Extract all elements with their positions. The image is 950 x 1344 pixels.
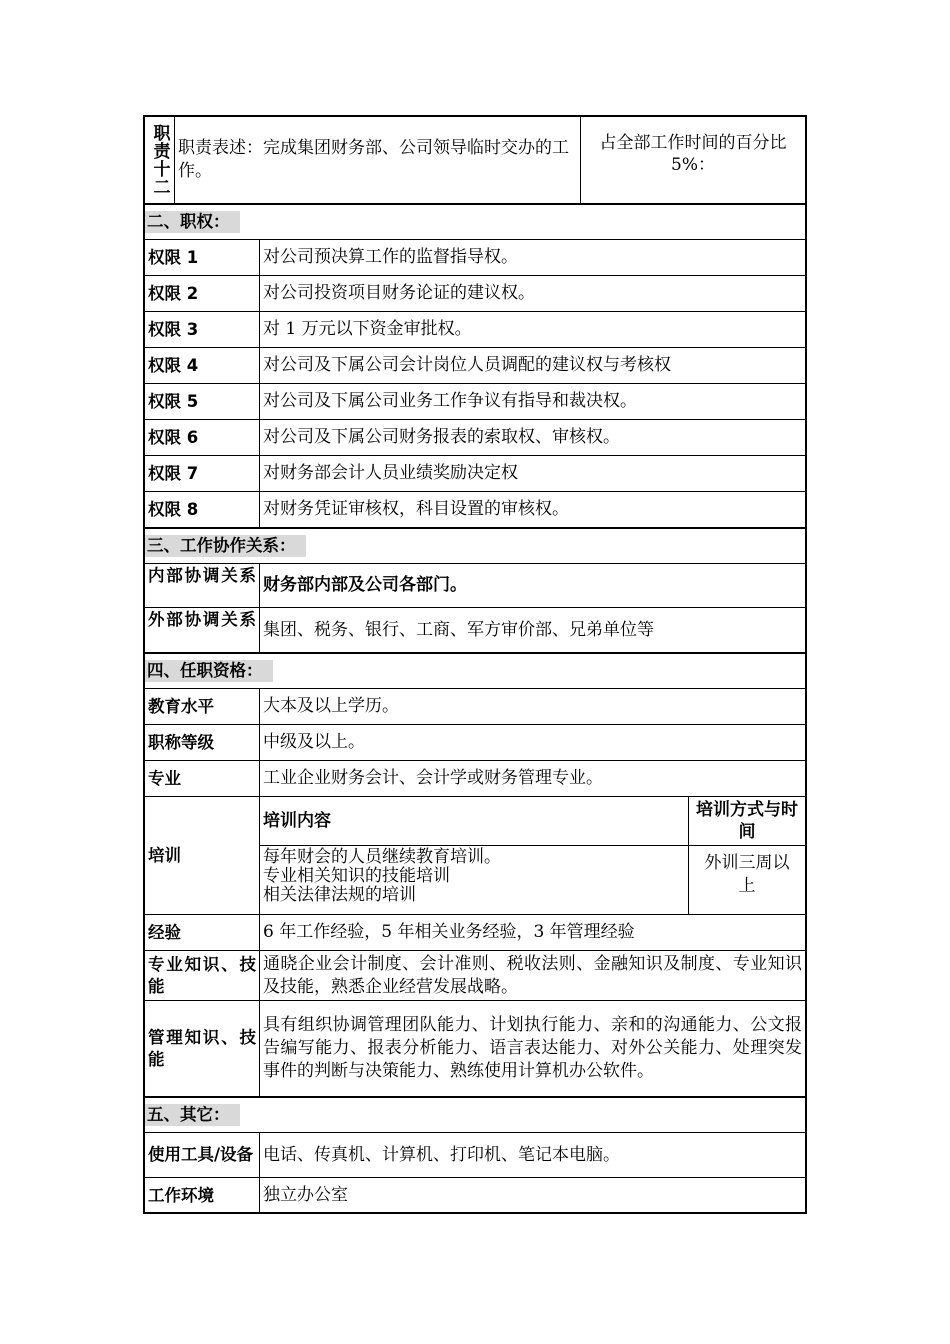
authority-value: 对 1 万元以下资金审批权。 <box>263 319 472 339</box>
authority-value: 对财务凭证审核权，科目设置的审核权。 <box>263 499 569 519</box>
authority-value: 对公司及下属公司会计岗位人员调配的建议权与考核权 <box>263 355 671 375</box>
authority-label: 权限 6 <box>145 420 260 455</box>
qualifications-section <box>143 654 807 1098</box>
training-content-header: 培训内容 <box>260 797 689 845</box>
environment-label: 工作环境 <box>145 1178 260 1212</box>
external-relations-value: 集团、税务、银行、工商、军方审价部、兄弟单位等 <box>263 619 654 640</box>
other-heading: 五、其它： <box>145 1098 805 1132</box>
authority-value: 对公司及下属公司财务报表的索取权、审核权。 <box>263 427 620 447</box>
professional-skills-value: 通晓企业会计制度、会计准则、税收法则、金融知识及制度、专业知识及技能，熟悉企业经营发展战略。 <box>263 953 802 997</box>
authority-label: 权限 1 <box>145 240 260 275</box>
internal-relations-row <box>145 563 805 607</box>
authority-value: 对公司及下属公司业务工作争议有指导和裁决权。 <box>263 391 637 411</box>
external-relations-row <box>145 607 805 652</box>
experience-row <box>145 914 805 950</box>
authority-row <box>145 383 805 419</box>
professional-skills-label: 专业知识、技能 <box>148 954 256 996</box>
duty-12-block <box>143 115 807 205</box>
authority-value: 对财务部会计人员业绩奖励决定权 <box>263 463 518 483</box>
authority-row <box>145 491 805 527</box>
tools-label: 使用工具/设备 <box>148 1145 254 1164</box>
management-skills-label: 管理知识、技能 <box>148 1027 256 1069</box>
authority-section <box>143 205 807 529</box>
authority-row <box>145 311 805 347</box>
experience-value: 6 年工作经验，5 年相关业务经验，3 年管理经验 <box>263 922 635 942</box>
training-content-item: 相关法律法规的培训 <box>263 885 416 905</box>
authority-heading: 二、职权： <box>145 205 805 239</box>
authority-label: 权限 4 <box>145 348 260 383</box>
authority-row <box>145 239 805 275</box>
experience-label: 经验 <box>145 915 260 950</box>
internal-relations-value: 财务部内部及公司各部门。 <box>263 575 467 595</box>
title-level-label: 职称等级 <box>145 725 260 760</box>
tools-value: 电话、传真机、计算机、打印机、笔记本电脑。 <box>263 1144 620 1165</box>
external-relations-label: 外部协调关系 <box>148 610 256 629</box>
training-row <box>145 796 805 914</box>
authority-label: 权限 7 <box>145 456 260 491</box>
duty-12-description: 职责表述：完成集团财务部、公司领导临时交办的工作。 <box>175 117 581 203</box>
management-skills-value: 具有组织协调管理团队能力、计划执行能力、亲和的沟通能力、公文报告编写能力、报表分析能力、语言表达能力、对外公关能力、处理突发事件的判断与决策能力、熟练使用计算机办公软件。 <box>263 1015 802 1081</box>
time-share-label: 占全部工作时间的百分比 <box>599 133 787 153</box>
training-table <box>260 797 805 914</box>
training-content-item: 每年财会的人员继续教育培训。 <box>263 847 501 867</box>
internal-relations-label: 内部协调关系 <box>148 566 256 585</box>
authority-label: 权限 2 <box>145 276 260 311</box>
authority-row <box>145 347 805 383</box>
qualifications-heading: 四、任职资格： <box>145 654 805 688</box>
job-description-table <box>143 115 807 1214</box>
training-method-value: 外训三周以上 <box>704 853 790 896</box>
environment-row <box>145 1177 805 1212</box>
relations-heading: 三、工作协作关系： <box>145 529 805 563</box>
duty-12-label: 职责十二 <box>145 117 175 203</box>
professional-skills-row <box>145 950 805 1000</box>
education-row <box>145 688 805 724</box>
training-label: 培训 <box>145 797 260 914</box>
authority-label: 权限 5 <box>145 384 260 419</box>
authority-row <box>145 455 805 491</box>
education-value: 大本及以上学历。 <box>263 696 399 716</box>
training-body-row <box>260 846 805 914</box>
duty-12-time-share <box>581 117 805 203</box>
authority-value: 对公司预决算工作的监督指导权。 <box>263 247 518 267</box>
training-method-header: 培训方式与时间 <box>696 800 798 842</box>
training-content-list <box>260 846 689 914</box>
environment-value: 独立办公室 <box>263 1184 348 1205</box>
authority-label: 权限 8 <box>145 492 260 527</box>
major-value: 工业企业财务会计、会计学或财务管理专业。 <box>263 768 603 788</box>
education-label: 教育水平 <box>145 689 260 724</box>
authority-row <box>145 275 805 311</box>
title-level-value: 中级及以上。 <box>263 732 365 752</box>
tools-row <box>145 1132 805 1177</box>
management-skills-row <box>145 1000 805 1096</box>
authority-label: 权限 3 <box>145 312 260 347</box>
major-label: 专业 <box>145 761 260 796</box>
authority-row <box>145 419 805 455</box>
relations-section <box>143 529 807 654</box>
training-header-row <box>260 797 805 846</box>
title-level-row <box>145 724 805 760</box>
training-content-item: 专业相关知识的技能培训 <box>263 866 450 886</box>
major-row <box>145 760 805 796</box>
other-section <box>143 1098 807 1214</box>
time-share-value: 5%： <box>671 155 715 175</box>
authority-value: 对公司投资项目财务论证的建议权。 <box>263 283 535 303</box>
